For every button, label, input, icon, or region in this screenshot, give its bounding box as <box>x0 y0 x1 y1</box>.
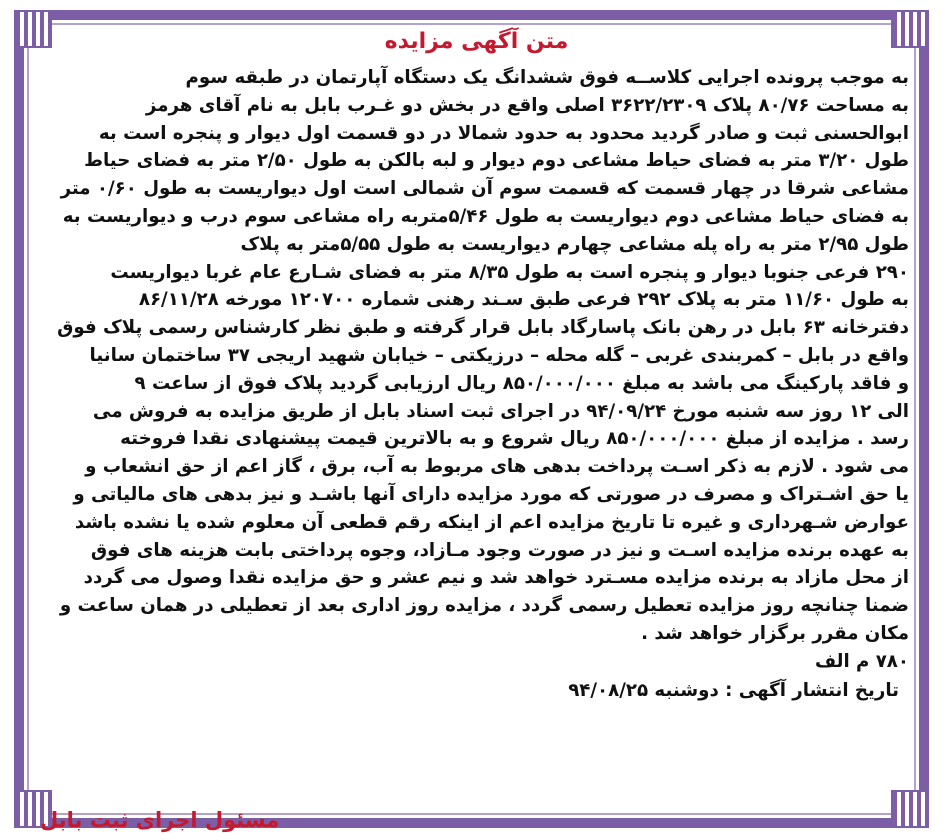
publish-date: تاریخ انتشار آگهی : دوشنبه ۹۴/۰۸/۲۵ <box>568 679 899 701</box>
notice-line: رسد . مزایده از مبلغ ۸۵۰/۰۰۰/۰۰۰ ریال شروع و به بالاترین قیمت پیشنهادی نقدا فروخته <box>120 428 909 450</box>
notice-line: ۲۹۰ فرعی جنوبا دیوار و پنجره است به طول ۸/۳۵ متر به فضای شـارع عام غربا دیواریست <box>110 261 909 283</box>
notice-line: به فضای حیاط مشاعی دوم دیواریست به طول ۵/۴۶متربه راه مشاعی سوم درب و دیواریست به <box>62 205 909 227</box>
notice-line: الی ۱۲ روز سه شنبه مورخ ۹۴/۰۹/۲۴ در اجرای ثبت اسناد بابل از طریق مزایده به فروش می <box>92 400 909 422</box>
notice-line: عوارض شـهرداری و غیره تا تاریخ مزایده اعم از اینکه رقم قطعی آن معلوم شده یا نشده باشد <box>74 511 909 533</box>
notice-line: یا حق اشـتراک و مصرف در صورتی که مورد مزایده دارای آنها باشـد و نیز بدهی های مالیاتی و <box>73 483 909 505</box>
notice-line: طول ۲/۹۵ متر به راه پله مشاعی چهارم دیواریست به طول ۵/۵۵متر به پلاک <box>240 233 909 255</box>
notice-title: متن آگهی مزایده <box>384 29 569 54</box>
reference-number: ۷۸۰ م الف <box>814 650 909 672</box>
notice-line: طول ۳/۲۰ متر به فضای حیاط مشاعی دوم دیوار و لبه بالکن به طول ۲/۵۰ متر به فضای حیاط <box>84 150 909 172</box>
notice-line: ابوالحسنی ثبت و صادر گردید محدود به حدود شمالا در دو قسمت اول دیوار و پنجره است به <box>98 122 909 144</box>
notice-line: واقع در بابل – کمربندی غربی – گله محله – درزیکتی – خیابان شهید اریجی ۳۷ ساختمان سانیا <box>89 344 909 366</box>
notice-line: مکان مقرر برگزار خواهد شد . <box>641 622 909 644</box>
notice-body <box>44 64 909 648</box>
notice-line: مشاعی شرقا در چهار قسمت که قسمت سوم آن شمالی است اول دیواریست به طول ۰/۶۰ متر <box>60 178 909 200</box>
notice-line: و فاقد پارکینگ می باشد به مبلغ ۸۵۰/۰۰۰/۰۰۰ ریال ارزیابی گردید پلاک فوق از ساعت ۹ <box>134 372 909 394</box>
notice-line: به طول ۱۱/۶۰ متر به پلاک ۲۹۲ فرعی طبق سـند رهنی شماره ۱۲۰۷۰۰ مورخه ۸۶/۱۱/۲۸ <box>138 289 909 311</box>
notice-line: ضمنا چنانچه روز مزایده تعطیل رسمی گردد ، مزایده روز اداری بعد از تعطیلی در همان ساعت و <box>59 595 909 617</box>
notice-line: دفترخانه ۶۳ بابل در رهن بانک پاسارگاد بابل قرار گرفته و طبق نظر کارشناس رسمی پلاک فوق <box>57 317 909 339</box>
notice-line: به موجب پرونده اجرایی کلاســه فوق ششدانگ یک دستگاه آپارتمان در طبقه سوم <box>185 67 909 88</box>
auction-notice <box>44 24 909 818</box>
signature-title: مسئول اجرای ثبت بابل <box>40 808 280 832</box>
notice-line: می شود . لازم به ذکر اسـت پرداخت بدهی های مربوط به آب، برق ، گاز اعم از حق انشعاب و <box>85 456 909 478</box>
notice-line: از محل مازاد به برنده مزایده مسـترد خواهد شد و نیم عشر و حق مزایده نقدا وصول می گردد <box>83 567 909 589</box>
notice-line: به عهده برنده مزایده اسـت و نیز در صورت وجود مـازاد، وجوه پرداختی بابت هزینه های فوق <box>90 539 909 561</box>
notice-line: به مساحت ۸۰/۷۶ پلاک ۳۶۲۲/۲۳۰۹ اصلی واقع در بخش دو غـرب بابل به نام آقای هرمز <box>145 94 909 116</box>
